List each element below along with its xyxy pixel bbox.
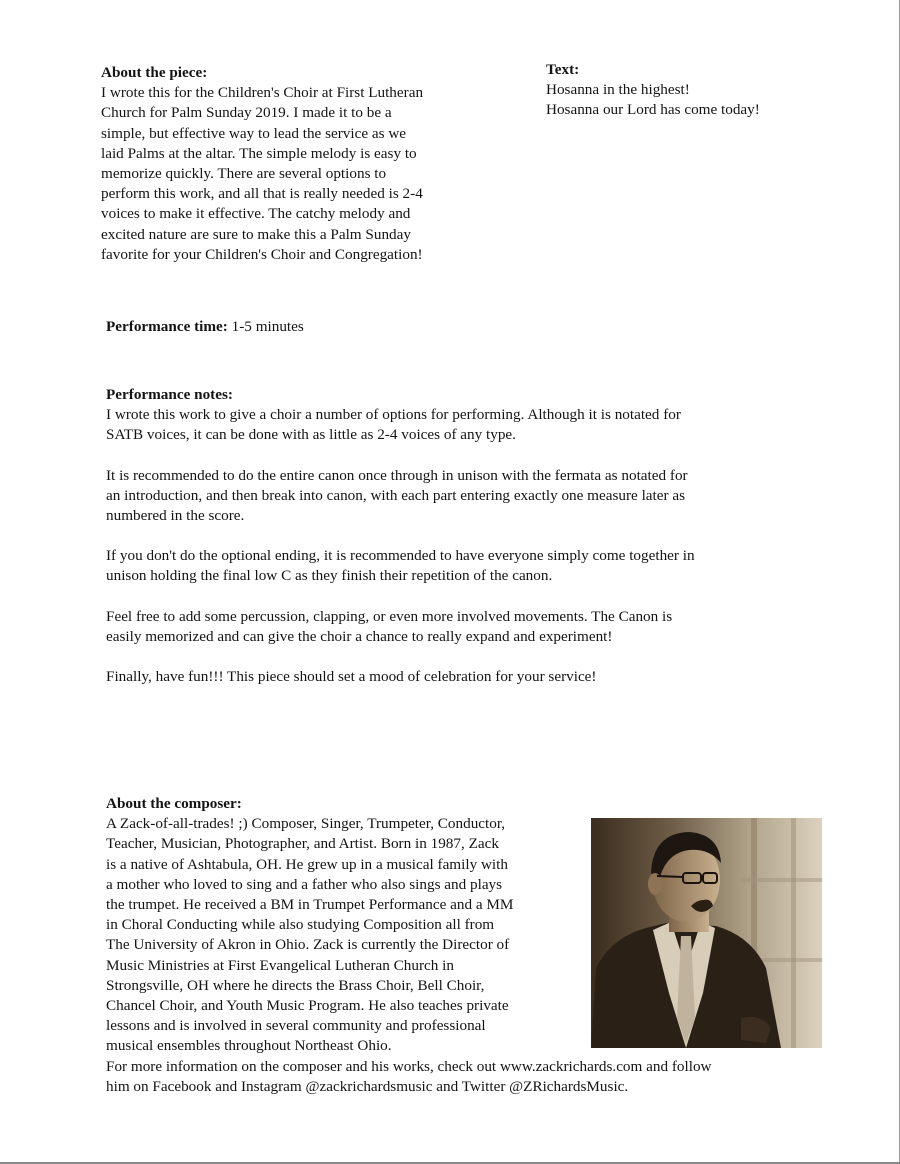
about-piece-line: voices to make it effective. The catchy melody and bbox=[101, 205, 411, 223]
composer-bio-line: The University of Akron in Ohio. Zack is currently the Director of bbox=[106, 936, 510, 954]
composer-bio-line: in Choral Conducting while also studying Composition all from bbox=[106, 916, 495, 934]
composer-bio-line: A Zack-of-all-trades! ;) Composer, Singer, Trumpeter, Conductor, bbox=[106, 815, 506, 833]
performance-time-line bbox=[106, 317, 606, 337]
composer-bio-line: musical ensembles throughout Northeast Ohio. bbox=[106, 1037, 392, 1055]
text-section bbox=[546, 60, 866, 121]
composer-bio-line: Strongsville, OH where he directs the Brass Choir, Bell Choir, bbox=[106, 976, 485, 994]
notes-paragraph bbox=[106, 405, 826, 445]
performance-time-value: 1-5 minutes bbox=[227, 318, 304, 335]
text-heading: Text: bbox=[546, 61, 580, 78]
composer-bio-line: Music Ministries at First Evangelical Lutheran Church in bbox=[106, 956, 454, 974]
composer-contact-line: him on Facebook and Instagram @zackrichardsmusic and Twitter @ZRichardsMusic. bbox=[106, 1077, 629, 1095]
about-piece-heading: About the piece: bbox=[101, 64, 208, 81]
notes-paragraph bbox=[106, 667, 826, 687]
portrait-illustration bbox=[591, 818, 822, 1048]
about-piece-section bbox=[101, 63, 501, 265]
about-piece-line: excited nature are sure to make this a Palm Sunday bbox=[101, 225, 411, 243]
notes-line: Feel free to add some percussion, clapping, or even more involved movements. The Canon is bbox=[106, 607, 673, 625]
about-composer-heading: About the composer: bbox=[106, 795, 242, 812]
about-piece-line: I wrote this for the Children's Choir at First Lutheran bbox=[101, 84, 424, 102]
about-piece-line: favorite for your Children's Choir and Congregation! bbox=[101, 245, 423, 263]
notes-line: Finally, have fun!!! This piece should set a mood of celebration for your service! bbox=[106, 668, 597, 686]
composer-bio-line: Chancel Choir, and Youth Music Program. He also teaches private bbox=[106, 997, 509, 1015]
notes-line: I wrote this work to give a choir a number of options for performing. Although it is notated for bbox=[106, 406, 681, 424]
about-piece-line: simple, but effective way to lead the service as we bbox=[101, 124, 407, 142]
performance-time-section bbox=[106, 317, 606, 337]
notes-line: It is recommended to do the entire canon once through in unison with the fermata as notated for bbox=[106, 466, 688, 484]
composer-portrait-photo bbox=[591, 818, 822, 1048]
composer-bio-line: the trumpet. He received a BM in Trumpet Performance and a MM bbox=[106, 896, 514, 914]
performance-notes-section bbox=[106, 385, 826, 687]
composer-bio-line: a mother who loved to sing and a father who also sings and plays bbox=[106, 875, 503, 893]
notes-line: an introduction, and then break into canon, with each part entering exactly one measure later as bbox=[106, 486, 686, 504]
notes-line: unison holding the final low C as they finish their repetition of the canon. bbox=[106, 567, 553, 585]
text-line: Hosanna in the highest! bbox=[546, 81, 690, 99]
composer-bio-line: is a native of Ashtabula, OH. He grew up in a musical family with bbox=[106, 855, 508, 873]
performance-notes-heading: Performance notes: bbox=[106, 386, 233, 403]
notes-line: If you don't do the optional ending, it is recommended to have everyone simply come together in bbox=[106, 547, 695, 565]
about-piece-line: Church for Palm Sunday 2019. I made it to be a bbox=[101, 104, 392, 122]
performance-time-label: Performance time: bbox=[106, 318, 228, 335]
about-piece-line: laid Palms at the altar. The simple melody is easy to bbox=[101, 144, 417, 162]
about-piece-line: memorize quickly. There are several options to bbox=[101, 165, 387, 183]
text-line: Hosanna our Lord has come today! bbox=[546, 101, 760, 119]
notes-paragraph bbox=[106, 546, 826, 586]
notes-line: numbered in the score. bbox=[106, 507, 245, 525]
composer-bio-line: Teacher, Musician, Photographer, and Artist. Born in 1987, Zack bbox=[106, 835, 499, 853]
composer-bio-line: lessons and is involved in several community and professional bbox=[106, 1017, 486, 1035]
composer-contact-line: For more information on the composer and his works, check out www.zackrichards.com and follow bbox=[106, 1057, 712, 1075]
about-piece-line: perform this work, and all that is really needed is 2-4 bbox=[101, 185, 423, 203]
notes-paragraph bbox=[106, 607, 826, 647]
notes-line: SATB voices, it can be done with as little as 2-4 voices of any type. bbox=[106, 426, 516, 444]
notes-line: easily memorized and can give the choir a chance to really expand and experiment! bbox=[106, 627, 613, 645]
notes-paragraph bbox=[106, 466, 826, 527]
